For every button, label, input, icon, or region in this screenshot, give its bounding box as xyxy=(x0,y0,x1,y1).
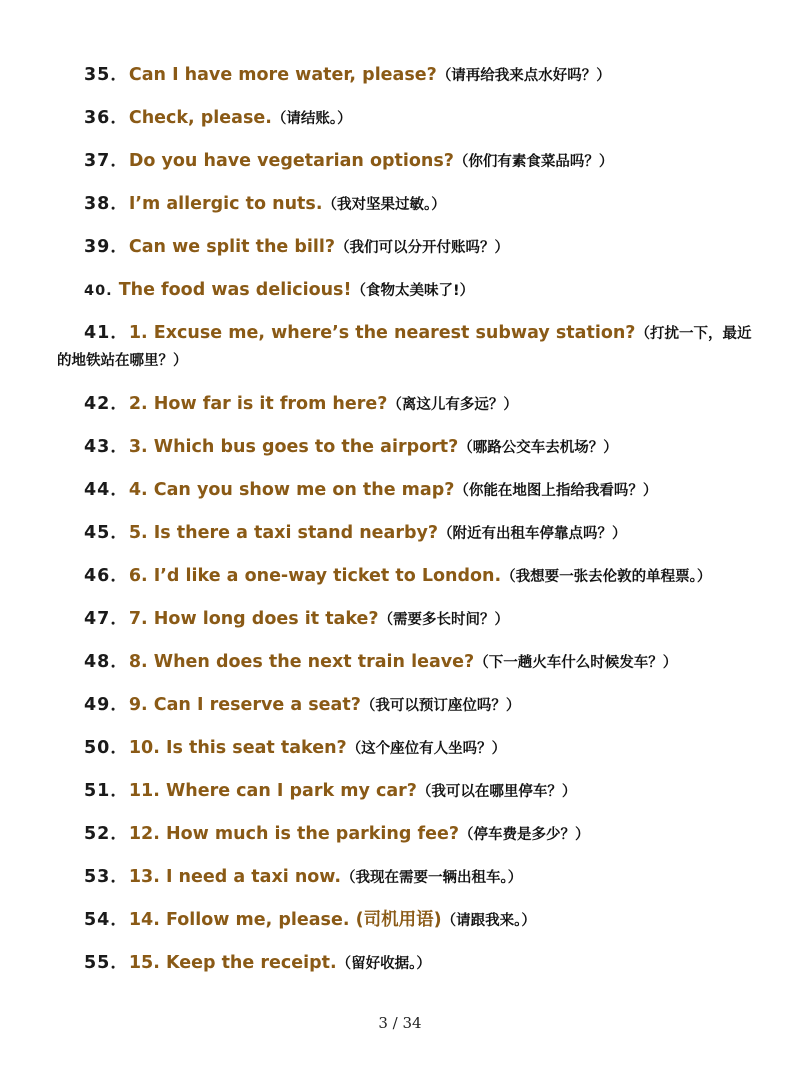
chinese-translation: （请再给我来点水好吗？） xyxy=(436,68,611,84)
phrase-line-48 xyxy=(84,651,677,674)
english-phrase: Check, please. xyxy=(128,108,272,128)
line-number: 55． xyxy=(84,953,129,973)
english-phrase: 8. When does the next train leave? xyxy=(128,652,475,672)
english-phrase: 7. How long does it take? xyxy=(128,609,379,629)
english-phrase: 15. Keep the receipt. xyxy=(128,953,337,973)
line-number: 48． xyxy=(84,652,129,672)
chinese-translation: （离这儿有多远？） xyxy=(387,397,518,413)
page-number: 3 / 34 xyxy=(378,1014,422,1032)
english-phrase: 6. I’d like a one-way ticket to London. xyxy=(128,566,502,586)
line-number: 35． xyxy=(84,65,129,85)
chinese-translation: （请结账。） xyxy=(271,111,352,127)
phrase-line-41 xyxy=(84,322,751,345)
english-phrase: Do you have vegetarian options? xyxy=(128,151,454,171)
line-number: 54． xyxy=(84,910,129,930)
chinese-translation: （我想要一张去伦敦的单程票。） xyxy=(501,569,712,585)
english-phrase: 13. I need a taxi now. xyxy=(128,867,342,887)
phrase-line-54 xyxy=(84,909,536,932)
phrase-line-46 xyxy=(84,565,711,588)
phrase-line-45 xyxy=(84,522,627,545)
phrase-line-35 xyxy=(84,64,611,87)
english-phrase: Can we split the bill? xyxy=(128,237,336,257)
phrase-line-39 xyxy=(84,236,509,259)
phrase-line-53 xyxy=(84,866,522,889)
phrase-line-36 xyxy=(84,107,352,130)
phrase-line-40 xyxy=(84,279,474,302)
phrase-line-49 xyxy=(84,694,520,717)
english-phrase: I’m allergic to nuts. xyxy=(128,194,323,214)
chinese-translation-continuation: 的地铁站在哪里？） xyxy=(57,353,188,369)
line-number: 40. xyxy=(84,283,113,299)
phrase-line-52 xyxy=(84,823,589,846)
phrase-line-42 xyxy=(84,393,518,416)
line-number: 39． xyxy=(84,237,129,257)
chinese-translation: （我对坚果过敏。） xyxy=(322,197,446,213)
line-number: 45． xyxy=(84,523,129,543)
english-phrase: 5. Is there a taxi stand nearby? xyxy=(128,523,439,543)
phrase-line-55 xyxy=(84,952,431,975)
english-phrase: 3. Which bus goes to the airport? xyxy=(128,437,459,457)
line-number: 49． xyxy=(84,695,129,715)
english-phrase: 12. How much is the parking fee? xyxy=(128,824,459,844)
chinese-translation: （这个座位有人坐吗？） xyxy=(346,741,507,757)
line-number: 51． xyxy=(84,781,129,801)
english-phrase: 10. Is this seat taken? xyxy=(128,738,347,758)
english-phrase: Can I have more water, please? xyxy=(128,65,437,85)
phrase-line-38 xyxy=(84,193,446,216)
line-number: 47． xyxy=(84,609,129,629)
line-number: 52． xyxy=(84,824,129,844)
phrase-line-47 xyxy=(84,608,509,631)
chinese-translation: （留好收据。） xyxy=(336,956,431,972)
phrase-line-51 xyxy=(84,780,576,803)
line-number: 42． xyxy=(84,394,129,414)
english-phrase: The food was delicious! xyxy=(118,280,352,300)
chinese-translation: （附近有出租车停靠点吗？） xyxy=(438,526,627,542)
line-number: 37． xyxy=(84,151,129,171)
chinese-translation: （哪路公交车去机场？） xyxy=(458,440,618,456)
english-phrase: 11. Where can I park my car? xyxy=(128,781,417,801)
chinese-translation: （我现在需要一辆出租车。） xyxy=(341,870,523,886)
english-phrase: 1. Excuse me, where’s the nearest subway station? xyxy=(128,323,636,343)
line-number: 36． xyxy=(84,108,129,128)
chinese-translation: （打扰一下，最近 xyxy=(635,326,752,342)
chinese-translation: （你们有素食菜品吗？） xyxy=(453,154,614,170)
line-number: 41． xyxy=(84,323,129,343)
phrase-line-37 xyxy=(84,150,613,173)
chinese-translation: （下一趟火车什么时候发车？） xyxy=(474,655,678,671)
chinese-translation: （你能在地图上指给我看吗？） xyxy=(454,483,658,499)
english-phrase: 9. Can I reserve a seat? xyxy=(128,695,361,715)
line-number: 46． xyxy=(84,566,129,586)
chinese-translation: （我可以在哪里停车？） xyxy=(416,784,577,800)
line-number: 50． xyxy=(84,738,129,758)
english-phrase: 14. Follow me, please. (司机用语) xyxy=(128,910,442,930)
line-number: 44． xyxy=(84,480,129,500)
phrase-line-50 xyxy=(84,737,506,760)
chinese-translation: （停车费是多少？） xyxy=(458,827,590,843)
chinese-translation: （需要多长时间？） xyxy=(378,612,510,628)
line-number: 38． xyxy=(84,194,129,214)
phrase-line-43 xyxy=(84,436,618,459)
chinese-translation: （食物太美味了!） xyxy=(351,283,475,299)
english-phrase: 4. Can you show me on the map? xyxy=(128,480,455,500)
line-number: 53． xyxy=(84,867,129,887)
phrase-line-44 xyxy=(84,479,657,502)
chinese-translation: （我可以预订座位吗？） xyxy=(360,698,521,714)
english-phrase: 2. How far is it from here? xyxy=(128,394,388,414)
chinese-translation: （请跟我来。） xyxy=(441,913,536,929)
line-number: 43． xyxy=(84,437,129,457)
chinese-translation: （我们可以分开付账吗？） xyxy=(335,240,510,256)
